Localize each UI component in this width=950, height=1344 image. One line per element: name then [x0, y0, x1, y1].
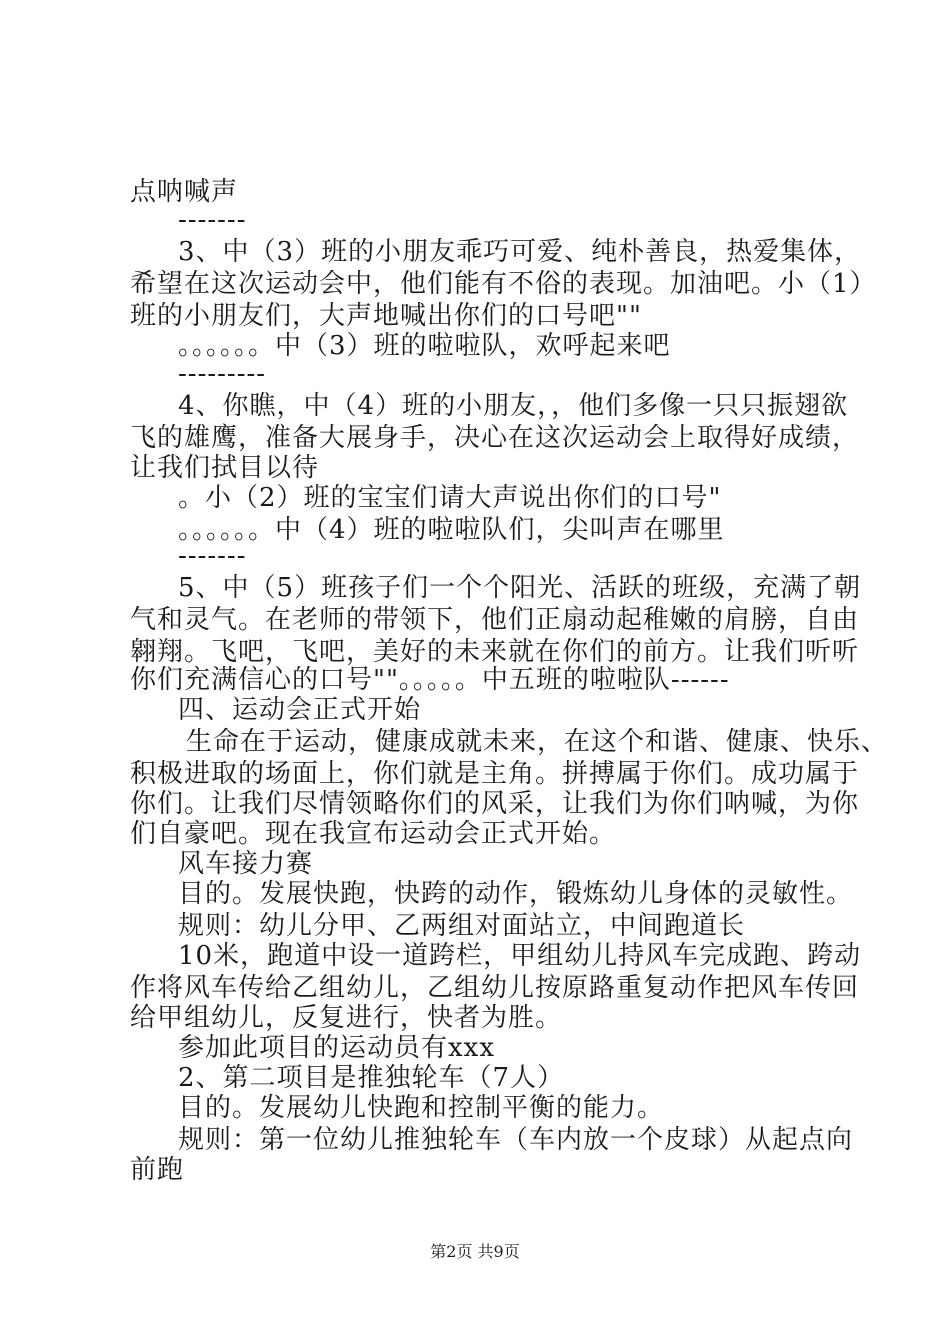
text-line: 希望在这次运动会中，他们能有不俗的表现。加油吧。小（1）: [130, 269, 877, 299]
text-line: 3、中（3）班的小朋友乖巧可爱、纯朴善良，热爱集体，: [178, 237, 862, 267]
text-line: 给甲组幼儿，反复进行，快者为胜。: [130, 1003, 563, 1033]
text-line: 规则：第一位幼儿推独轮车（车内放一个皮球）从起点向: [178, 1125, 854, 1155]
text-line: 气和灵气。在老师的带领下，他们正扇动起稚嫩的肩膀，自由: [130, 605, 860, 635]
text-line: 们自豪吧。现在我宣布运动会正式开始。: [130, 819, 617, 849]
text-line: 积极进取的场面上，你们就是主角。拼搏属于你们。成功属于: [130, 759, 860, 789]
text-line: 生命在于运动，健康成就未来，在这个和谐、健康、快乐、: [186, 727, 889, 757]
text-line: 班的小朋友们，大声地喊出你们的口号吧"": [130, 301, 642, 331]
text-line: 2、第二项目是推独轮车（7人）: [178, 1063, 565, 1093]
text-line: 前跑: [130, 1155, 185, 1185]
text-line: 飞的雄鹰，准备大展身手，决心在这次运动会上取得好成绩，: [130, 423, 860, 453]
text-line: 。小（2）班的宝宝们请大声说出你们的口号": [178, 483, 722, 513]
section-heading: 四、运动会正式开始: [178, 695, 422, 725]
separator-line: -------: [178, 205, 247, 235]
separator-line: -------: [178, 541, 247, 571]
separator-line: ---------: [178, 359, 267, 389]
page-number-footer: 第2页 共9页: [430, 1242, 520, 1261]
text-line: 规则：幼儿分甲、乙两组对面站立，中间跑道长: [178, 911, 746, 941]
text-line: 你们。让我们尽情领略你们的风采，让我们为你们呐喊，为你: [130, 789, 860, 819]
text-line: 点呐喊声: [130, 177, 239, 207]
text-line: 目的。发展幼儿快跑和控制平衡的能力。: [178, 1093, 665, 1123]
text-line: 。。。。。。中（3）班的啦啦队，欢呼起来吧: [178, 331, 671, 361]
text-line: 让我们拭目以待: [130, 453, 320, 483]
text-line: 5、中（5）班孩子们一个个阳光、活跃的班级，充满了朝: [178, 573, 862, 603]
text-line: 10米，跑道中设一道跨栏，甲组幼儿持风车完成跑、跨动: [178, 941, 862, 971]
text-line: 目的。发展快跑，快跨的动作，锻炼幼儿身体的灵敏性。: [178, 879, 854, 909]
text-line: 参加此项目的运动员有xxx: [178, 1033, 495, 1063]
text-line: 。。。。。。中（4）班的啦啦队们，尖叫声在哪里: [178, 515, 725, 545]
text-line: 4、你瞧，中（4）班的小朋友，，他们多像一只只振翅欲: [178, 391, 849, 421]
text-line: 你们充满信心的口号""。。。。。中五班的啦啦队------: [130, 665, 730, 695]
event-title: 风车接力赛: [178, 849, 314, 879]
text-line: 翱翔。飞吧，飞吧，美好的未来就在你们的前方。让我们听听: [130, 637, 860, 667]
text-line: 作将风车传给乙组幼儿，乙组幼儿按原路重复动作把风车传回: [130, 973, 860, 1003]
